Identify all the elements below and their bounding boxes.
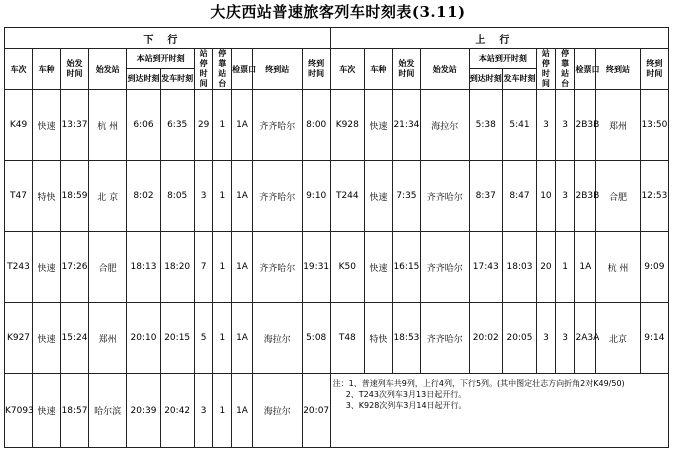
up-train-type: 快速 [364,90,392,161]
down-origin: 郑州 [89,303,127,374]
up-origin: 海拉尔 [420,90,469,161]
down-gate: 1A [232,303,253,374]
header-origin: 始发站 [420,49,469,90]
up-terminal: 北京 [596,303,641,374]
down-terminal-arrive: 8:00 [302,90,330,161]
header-depart-time: 始发时间 [61,49,89,90]
down-terminal: 海拉尔 [252,374,302,448]
up-stop: 20 [537,232,556,303]
down-depart-time: 15:24 [61,303,89,374]
up-depart: 20:05 [502,303,536,374]
down-terminal-arrive: 20:07 [302,374,330,448]
down-depart: 20:15 [160,303,194,374]
down-terminal: 海拉尔 [252,303,302,374]
up-gate: 1A [575,232,596,303]
up-train-type: 快速 [364,161,392,232]
down-train-type: 特快 [33,161,61,232]
down-origin: 北 京 [89,161,127,232]
down-gate: 1A [232,161,253,232]
up-terminal-arrive: 12:53 [640,161,668,232]
table-row [5,161,669,232]
header-train-type: 车种 [364,49,392,90]
down-depart-time: 17:26 [61,232,89,303]
down-gate: 1A [232,374,253,448]
direction-up-header: 上行 [330,28,668,49]
down-train-type: 快速 [33,303,61,374]
up-platform: 3 [555,161,575,232]
up-terminal: 杭 州 [596,232,641,303]
down-depart-time: 13:37 [61,90,89,161]
direction-down-header: 下行 [5,28,331,49]
down-origin: 合肥 [89,232,127,303]
down-depart: 6:35 [160,90,194,161]
up-depart: 8:47 [502,161,536,232]
up-train-no: K50 [330,232,364,303]
up-terminal: 郑州 [596,90,641,161]
down-arrive: 6:06 [127,90,160,161]
up-depart-time: 16:15 [392,232,420,303]
header-platform: 停靠站台 [555,49,575,90]
down-platform: 1 [213,161,232,232]
up-stop: 10 [537,161,556,232]
down-depart: 18:20 [160,232,194,303]
up-depart-time: 18:53 [392,303,420,374]
down-depart: 20:42 [160,374,194,448]
table-row [5,232,669,303]
down-platform: 1 [213,374,232,448]
header-depart-time: 始发时间 [392,49,420,90]
up-depart: 18:03 [502,232,536,303]
down-train-no: K927 [5,303,33,374]
down-platform: 1 [213,232,232,303]
down-platform: 1 [213,90,232,161]
header-stop-minutes: 站停时间 [537,49,556,90]
up-stop: 3 [537,303,556,374]
header-origin: 始发站 [89,49,127,90]
down-terminal: 齐齐哈尔 [252,90,302,161]
up-arrive: 5:38 [469,90,502,161]
up-origin: 齐齐哈尔 [420,232,469,303]
down-arrive: 18:13 [127,232,160,303]
down-train-no: K49 [5,90,33,161]
header-arrive: 到达时刻 [127,68,160,89]
header-train-no: 车次 [5,49,33,90]
header-ticket-gate: 检票口 [575,49,596,90]
up-arrive: 17:43 [469,232,502,303]
down-terminal: 齐齐哈尔 [252,232,302,303]
header-terminal-arrive: 终到时间 [302,49,330,90]
up-origin: 齐齐哈尔 [420,303,469,374]
up-terminal-arrive: 13:50 [640,90,668,161]
down-stop: 3 [194,161,213,232]
down-origin: 杭 州 [89,90,127,161]
header-terminal-arrive: 终到时间 [640,49,668,90]
header-terminal: 终到站 [252,49,302,90]
header-depart: 发车时刻 [160,68,194,89]
header-platform: 停靠站台 [213,49,232,90]
table-row [5,303,669,374]
down-origin: 哈尔滨 [89,374,127,448]
down-train-type: 快速 [33,232,61,303]
down-gate: 1A [232,90,253,161]
notes [330,374,668,448]
up-depart-time: 7:35 [392,161,420,232]
up-arrive: 20:02 [469,303,502,374]
up-gate: 2B3B [575,161,596,232]
table-row [5,90,669,161]
up-train-type: 特快 [364,303,392,374]
down-train-no: K7093 [5,374,33,448]
down-arrive: 20:10 [127,303,160,374]
down-terminal-arrive: 19:31 [302,232,330,303]
up-stop: 3 [537,90,556,161]
down-arrive: 8:02 [127,161,160,232]
up-train-no: T48 [330,303,364,374]
up-depart-time: 21:34 [392,90,420,161]
down-platform: 1 [213,303,232,374]
down-arrive: 20:39 [127,374,160,448]
page-title: 大庆西站普速旅客列车时刻表(3.11) [210,3,466,21]
header-stop-minutes: 站停时间 [194,49,213,90]
up-gate: 2B3B [575,90,596,161]
down-stop: 3 [194,374,213,448]
header-station-times: 本站到开时刻 [469,49,536,69]
down-gate: 1A [232,232,253,303]
up-terminal-arrive: 9:09 [640,232,668,303]
note-line: 注：1、普速列车共9列，上行4列，下行5列。(其中图定壮志方向折角2对K49/50) [332,379,625,388]
up-platform: 3 [555,303,575,374]
down-terminal: 齐齐哈尔 [252,161,302,232]
up-platform: 1 [555,232,575,303]
header-terminal: 终到站 [596,49,641,90]
header-ticket-gate: 检票口 [232,49,253,90]
down-terminal-arrive: 9:10 [302,161,330,232]
up-origin: 齐齐哈尔 [420,161,469,232]
up-train-no: K928 [330,90,364,161]
timetable [4,27,669,448]
down-depart-time: 18:59 [61,161,89,232]
up-train-type: 快速 [364,232,392,303]
header-depart: 发车时刻 [502,68,536,89]
header-station-times: 本站到开时刻 [127,49,194,69]
down-train-no: T47 [5,161,33,232]
up-platform: 3 [555,90,575,161]
down-depart-time: 18:57 [61,374,89,448]
note-line: 3、K928次列车3月14日起开行。 [345,401,467,410]
down-stop: 7 [194,232,213,303]
up-arrive: 8:37 [469,161,502,232]
down-stop: 29 [194,90,213,161]
header-arrive: 到达时刻 [469,68,502,89]
header-train-no: 车次 [330,49,364,90]
down-terminal-arrive: 5:08 [302,303,330,374]
up-depart: 5:41 [502,90,536,161]
down-stop: 5 [194,303,213,374]
down-train-type: 快速 [33,90,61,161]
up-terminal-arrive: 9:14 [640,303,668,374]
up-terminal: 合肥 [596,161,641,232]
down-depart: 8:05 [160,161,194,232]
up-train-no: T244 [330,161,364,232]
note-line: 2、T243次列车3月13日起开行。 [345,390,467,399]
header-train-type: 车种 [33,49,61,90]
up-gate: 2A3A [575,303,596,374]
table-row [5,374,669,448]
down-train-no: T243 [5,232,33,303]
down-train-type: 快速 [33,374,61,448]
